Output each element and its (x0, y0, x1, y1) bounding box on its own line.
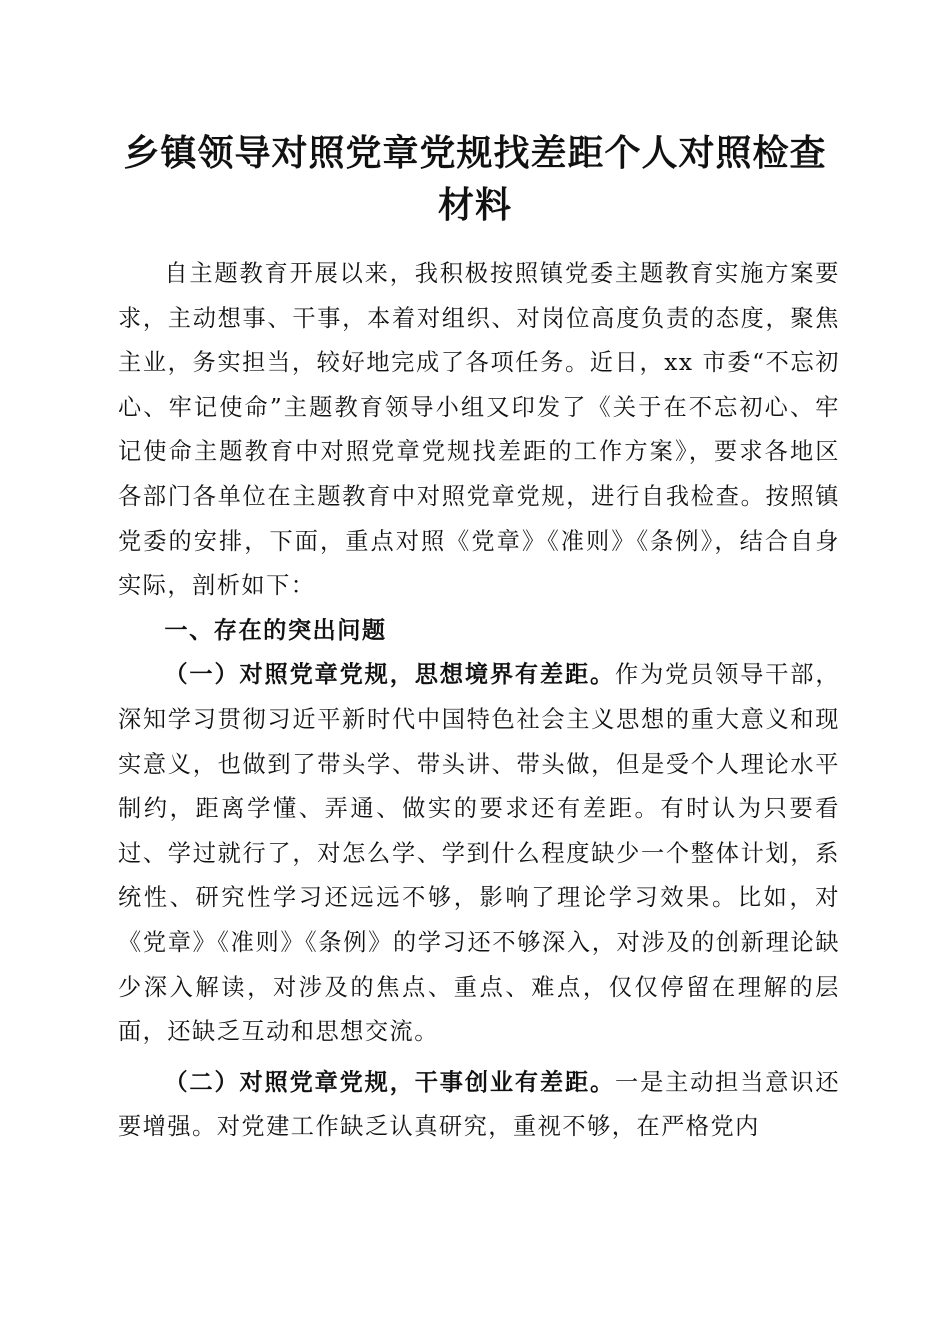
item-two-text: 一是主动担当意识还要增强。对党建工作缺乏认真研究，重视不够，在严格党内 (118, 1068, 841, 1141)
intro-paragraph: 自主题教育开展以来，我积极按照镇党委主题教育实施方案要求，主动想事、干事，本着对组织、对岗位高度负责的态度，聚焦主业，务实担当，较好地完成了各项任务。近日，xx 市委“不忘初心、牢记使命”主题教育领导小组又印发了《关于在不忘初心、牢记使命主题教育中对照党章党规找差距的工作方案》，要求各地区各部门各单位在主题教育中对照党章党规，进行自我检查。按照镇党委的安排，下面，重点对照《党章》《准则》《条例》，结合自身实际，剖析如下： (118, 260, 840, 600)
item-one-lead: （一）对照党章党规，思想境界有差距。 (164, 661, 616, 689)
document-title: 乡镇领导对照党章党规找差距个人对照检查材料 (123, 133, 827, 226)
item-one-text: 作为党员领导干部，深知学习贯彻习近平新时代中国特色社会主义思想的重大意义和现实意义，也做到了带头学、带头讲、带头做，但是受个人理论水平制约，距离学懂、弄通、做实的要求还有差距。有时认为只要看过、学过就行了，对怎么学、学到什么程度缺少一个整体计划，系统性、研究性学习还远远不够，影响了理论学习效果。比如，对《党章》《准则》《条例》的学习还不够深入，对涉及的创新理论缺少深入解读，对涉及的焦点、重点、难点，仅仅停留在理解的层面，还缺乏互动和思想交流。 (118, 661, 841, 1046)
item-one-paragraph (118, 653, 840, 1054)
item-two-paragraph (118, 1061, 840, 1150)
item-two-lead: （二）对照党章党规，干事创业有差距。 (164, 1068, 616, 1096)
section-heading-problems: 一、存在的突出问题 (164, 616, 387, 644)
document-body (118, 252, 840, 1150)
